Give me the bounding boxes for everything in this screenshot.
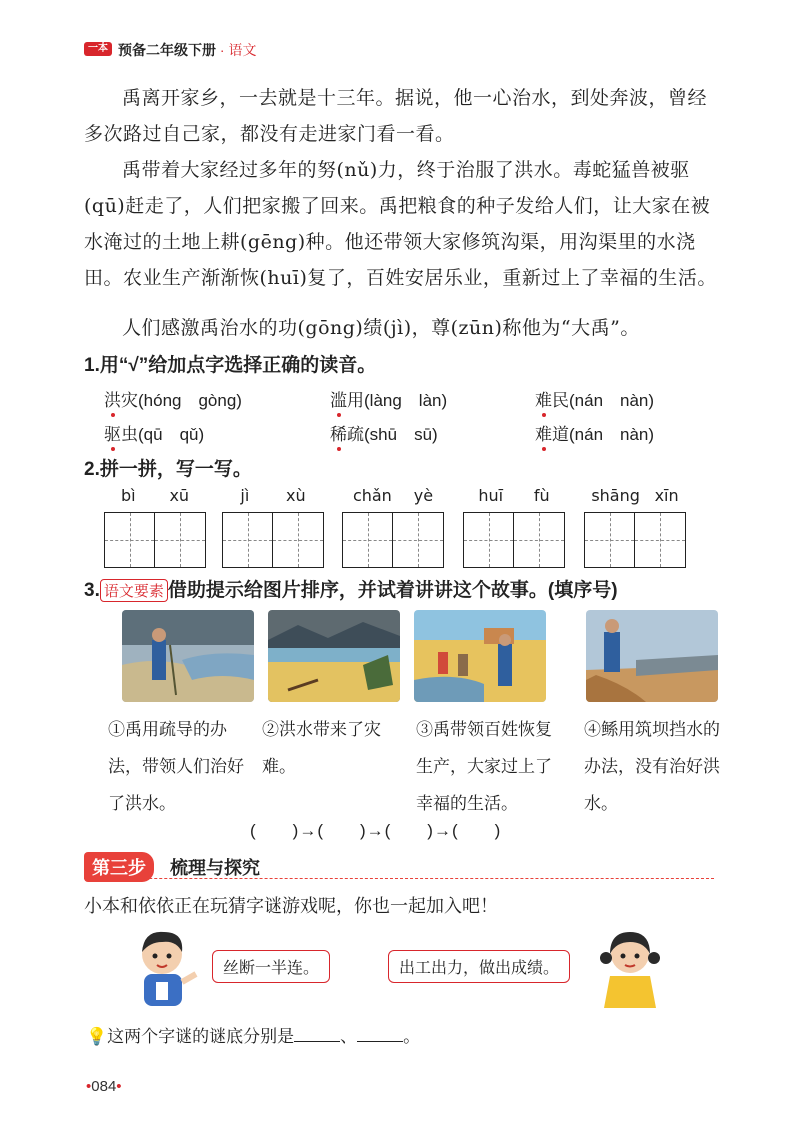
passage-paragraph-3: 人们感激禹治水的功(gōng)绩(jì)，尊(zūn)称他为“大禹”。	[122, 317, 640, 339]
pinyin-label: yè	[413, 486, 434, 505]
pinyin-options: (shū sū)	[364, 425, 438, 444]
title-separator: ·	[219, 42, 225, 58]
answer-blank-2[interactable]	[357, 1041, 403, 1042]
char: 疏	[347, 425, 364, 445]
question-number: 3.	[84, 580, 100, 601]
story-picture-3	[414, 610, 546, 702]
page-number	[86, 1078, 122, 1095]
dotted-char: 稀	[330, 425, 347, 445]
pinyin-options: (làng làn)	[364, 391, 448, 410]
book-title	[118, 40, 256, 60]
blank-separator: 、	[340, 1027, 358, 1047]
writing-box[interactable]	[105, 513, 155, 567]
pinyin-label: xū	[169, 486, 190, 505]
pronunciation-item[interactable]	[535, 420, 654, 445]
writing-box[interactable]	[393, 513, 443, 567]
riddle-bubble-girl: 出工出力，做出成绩。	[388, 950, 570, 983]
passage-paragraph-1: 禹离开家乡，一去就是十三年。据说，他一心治水，到处奔波，曾经多次路过自己家，都没有走进家门看一看。	[84, 87, 708, 145]
book-name: 预备二年级下册	[118, 42, 216, 58]
pinyin-label: jì	[240, 486, 250, 505]
writing-box[interactable]	[155, 513, 205, 567]
question-text: 这两个字谜的谜底分别是	[107, 1027, 295, 1047]
pinyin-label: huī	[478, 486, 504, 505]
writing-box[interactable]	[343, 513, 393, 567]
dotted-char: 难	[535, 425, 552, 445]
writing-box[interactable]	[635, 513, 685, 567]
pronunciation-item[interactable]	[330, 420, 438, 445]
char: 道	[552, 425, 569, 445]
pronunciation-item[interactable]	[104, 386, 242, 411]
answer-blank-1[interactable]	[294, 1041, 340, 1042]
page-number-text: 084	[91, 1078, 117, 1095]
girl-illustration	[594, 924, 664, 1010]
writing-box[interactable]	[514, 513, 564, 567]
question-text: 借助提示给图片排序，并试着讲讲这个故事。(填序号)	[167, 580, 618, 601]
pinyin-options: (nán nàn)	[569, 425, 655, 444]
riddle-intro: 小本和依依正在玩猜字谜游戏呢，你也一起加入吧！	[84, 896, 498, 916]
dotted-char: 驱	[104, 425, 121, 445]
pinyin-options: (qū qǔ)	[138, 425, 205, 444]
pinyin-write-group	[584, 486, 686, 568]
writing-box[interactable]	[464, 513, 514, 567]
pinyin-write-group	[342, 486, 444, 568]
pinyin-label: chǎn	[352, 486, 392, 505]
pronunciation-item[interactable]	[535, 386, 654, 411]
picture-caption-2: ②洪水带来了灾难。	[262, 720, 381, 777]
pinyin-options: (nán nàn)	[569, 391, 655, 410]
section-divider	[84, 878, 714, 879]
lightbulb-icon: 💡	[86, 1027, 108, 1047]
question-1-title: 1.用“√”给加点字选择正确的读音。	[84, 355, 377, 376]
page-dot-left: •	[86, 1078, 92, 1095]
subject-label: 语文	[228, 42, 257, 58]
series-logo: 一本	[84, 42, 112, 56]
pinyin-write-group	[463, 486, 565, 568]
char: 用	[347, 391, 364, 411]
picture-caption-4: ④鲧用筑坝挡水的办法，没有治好洪水。	[584, 720, 720, 814]
pronunciation-item[interactable]	[104, 420, 204, 445]
char: 虫	[121, 425, 138, 445]
pinyin-label: xīn	[654, 486, 679, 505]
story-picture-4	[586, 610, 718, 702]
dotted-char: 难	[535, 391, 552, 411]
dotted-char: 洪	[104, 391, 121, 411]
riddle-bubble-boy: 丝断一半连。	[212, 950, 330, 983]
story-picture-1	[122, 610, 254, 702]
order-answer-blanks[interactable]: ( )→( )→( )→( )	[250, 821, 502, 840]
key-element-tag: 语文要素	[100, 579, 168, 602]
pinyin-label: xù	[286, 486, 306, 505]
pinyin-label: bì	[120, 486, 136, 505]
pinyin-write-group	[104, 486, 206, 568]
section-title: 梳理与探究	[170, 858, 260, 878]
dotted-char: 滥	[330, 391, 347, 411]
picture-caption-3: ③禹带领百姓恢复生产，大家过上了幸福的生活。	[416, 720, 552, 814]
pinyin-options: (hóng gòng)	[138, 391, 242, 410]
riddle-answer-line	[86, 1022, 420, 1047]
writing-box[interactable]	[223, 513, 273, 567]
boy-illustration	[130, 924, 200, 1010]
question-2-title: 2.拼一拼，写一写。	[84, 459, 252, 480]
pinyin-write-group	[222, 486, 324, 568]
pinyin-label: fù	[533, 486, 550, 505]
question-3-title	[84, 575, 618, 602]
writing-box[interactable]	[585, 513, 635, 567]
sentence-end: 。	[403, 1027, 421, 1047]
writing-box[interactable]	[273, 513, 323, 567]
step-badge: 第三步	[84, 852, 154, 882]
page-dot-right: •	[116, 1078, 122, 1095]
char: 民	[552, 391, 569, 411]
picture-caption-1: ①禹用疏导的办法，带领人们治好了洪水。	[108, 720, 244, 814]
story-picture-2	[268, 610, 400, 702]
passage-paragraph-2: 禹带着大家经过多年的努(nǔ)力，终于治服了洪水。毒蛇猛兽被驱(qū)赶走了，人们把家搬了回来。禹把粮食的种子发给人们，让大家在被水淹过的土地上耕(gēng)种。他还带领大家修筑沟渠，用沟渠里的水浇田。农业生产渐渐恢(huī)复了，百姓安居乐业，重新过上了幸福的生活。	[84, 159, 717, 289]
pinyin-label: shāng	[591, 486, 640, 505]
pronunciation-item[interactable]	[330, 386, 447, 411]
char: 灾	[121, 391, 138, 411]
